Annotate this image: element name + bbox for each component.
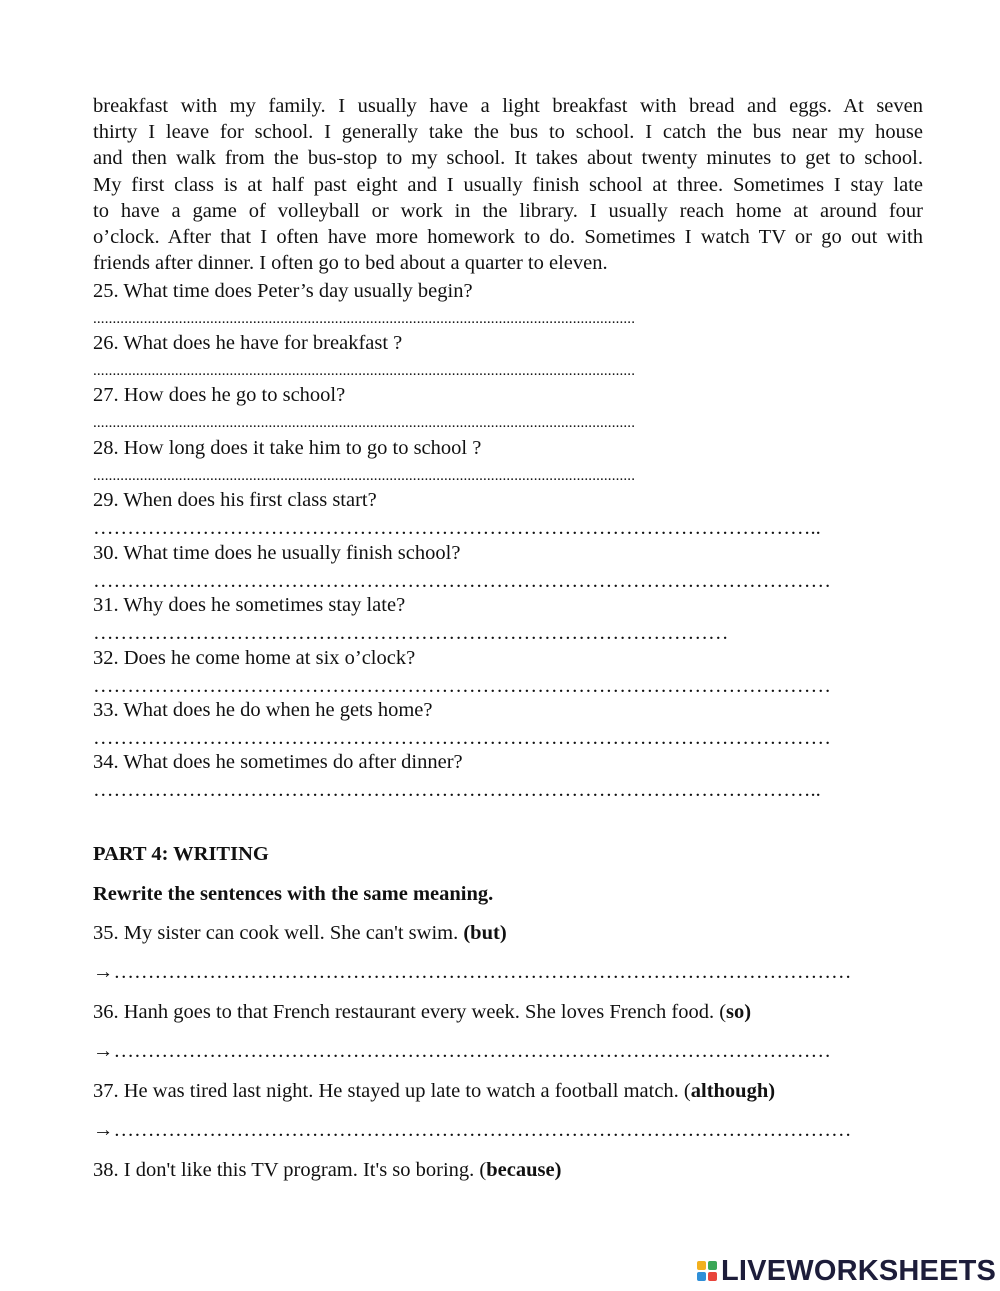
- question-29: 29. When does his first class start?: [93, 489, 377, 511]
- question-26: 26. What does he have for breakfast ?: [93, 332, 403, 354]
- answer-line-32[interactable]: ………………………………………………………………………………………………: [93, 675, 831, 697]
- answer-line-25[interactable]: ...........................................................................................................................................: [93, 311, 636, 327]
- arrow-icon: →: [93, 961, 114, 983]
- question-38: [93, 1158, 561, 1182]
- logo-square: [708, 1272, 717, 1281]
- question-37-hint: although): [690, 1080, 776, 1102]
- passage-line: to have a game of volleyball or work in the library. I usually reach home at around four: [93, 199, 923, 222]
- answer-line-29[interactable]: ……………………………………………………………………………………………..: [93, 517, 821, 539]
- question-38-hint: because): [486, 1159, 562, 1181]
- answer-line-30[interactable]: ………………………………………………………………………………………………: [93, 570, 831, 592]
- arrow-icon: →: [93, 1119, 114, 1141]
- question-37: [93, 1079, 775, 1103]
- passage-line: o’clock. After that I often have more homework to do. Sometimes I watch TV or go out with: [93, 226, 923, 249]
- answer-line-26[interactable]: ...........................................................................................................................................: [93, 363, 636, 379]
- logo-square: [697, 1261, 706, 1270]
- reading-passage: [93, 93, 923, 276]
- arrow-icon: →: [93, 1040, 114, 1062]
- answer-line-35[interactable]: ………………………………………………………………………………………………: [113, 961, 852, 983]
- passage-line: My first class is at half past eight and I usually finish school at three. Sometimes I stay late: [93, 173, 923, 196]
- part4-instruction: Rewrite the sentences with the same meaning.: [93, 883, 494, 905]
- logo-text: LIVEWORKSHEETS: [721, 1254, 997, 1287]
- answer-line-37[interactable]: ………………………………………………………………………………………………: [113, 1119, 852, 1141]
- logo-square: [697, 1272, 706, 1281]
- passage-line: breakfast with my family. I usually have a light breakfast with bread and eggs. At seven: [93, 95, 923, 117]
- question-30: 30. What time does he usually finish school?: [93, 542, 461, 564]
- question-36-text: 36. Hanh goes to that French restaurant every week. She loves French food. (: [93, 1001, 727, 1023]
- question-35-text: 35. My sister can cook well. She can't swim.: [93, 922, 464, 944]
- question-37-text: 37. He was tired last night. He stayed up late to watch a football match. (: [93, 1080, 691, 1102]
- question-27: 27. How does he go to school?: [93, 384, 346, 406]
- answer-row-36: [93, 1039, 831, 1063]
- passage-line: friends after dinner. I often go to bed about a quarter to eleven.: [93, 252, 608, 275]
- answer-line-34[interactable]: ……………………………………………………………………………………………..: [93, 779, 821, 801]
- answer-line-27[interactable]: ...........................................................................................................................................: [93, 415, 636, 431]
- question-32: 32. Does he come home at six o’clock?: [93, 647, 416, 669]
- passage-line: thirty I leave for school. I generally take the bus to school. I catch the bus near my house: [93, 121, 923, 144]
- question-35: [93, 921, 507, 945]
- answer-row-35: [93, 960, 852, 984]
- answer-line-31[interactable]: …………………………………………………………………………………: [93, 622, 729, 644]
- question-35-hint: (but): [463, 922, 507, 944]
- logo-mark-icon: [697, 1261, 717, 1281]
- liveworksheets-logo: [697, 1256, 996, 1286]
- answer-line-33[interactable]: ………………………………………………………………………………………………: [93, 727, 831, 749]
- answer-line-36[interactable]: ……………………………………………………………………………………………: [113, 1040, 831, 1062]
- answer-row-37: [93, 1118, 852, 1142]
- question-25: 25. What time does Peter’s day usually begin?: [93, 280, 473, 302]
- logo-square: [708, 1261, 717, 1270]
- question-34: 34. What does he sometimes do after dinner?: [93, 751, 463, 773]
- question-33: 33. What does he do when he gets home?: [93, 699, 433, 721]
- passage-line: and then walk from the bus-stop to my school. It takes about twenty minutes to get to school.: [93, 147, 923, 170]
- question-28: 28. How long does it take him to go to school ?: [93, 437, 482, 459]
- question-38-text: 38. I don't like this TV program. It's so boring. (: [93, 1159, 487, 1181]
- question-36: [93, 1000, 751, 1024]
- question-31: 31. Why does he sometimes stay late?: [93, 594, 406, 616]
- question-36-hint: so): [726, 1001, 752, 1023]
- part4-title: PART 4: WRITING: [93, 843, 269, 865]
- answer-line-28[interactable]: ...........................................................................................................................................: [93, 468, 636, 484]
